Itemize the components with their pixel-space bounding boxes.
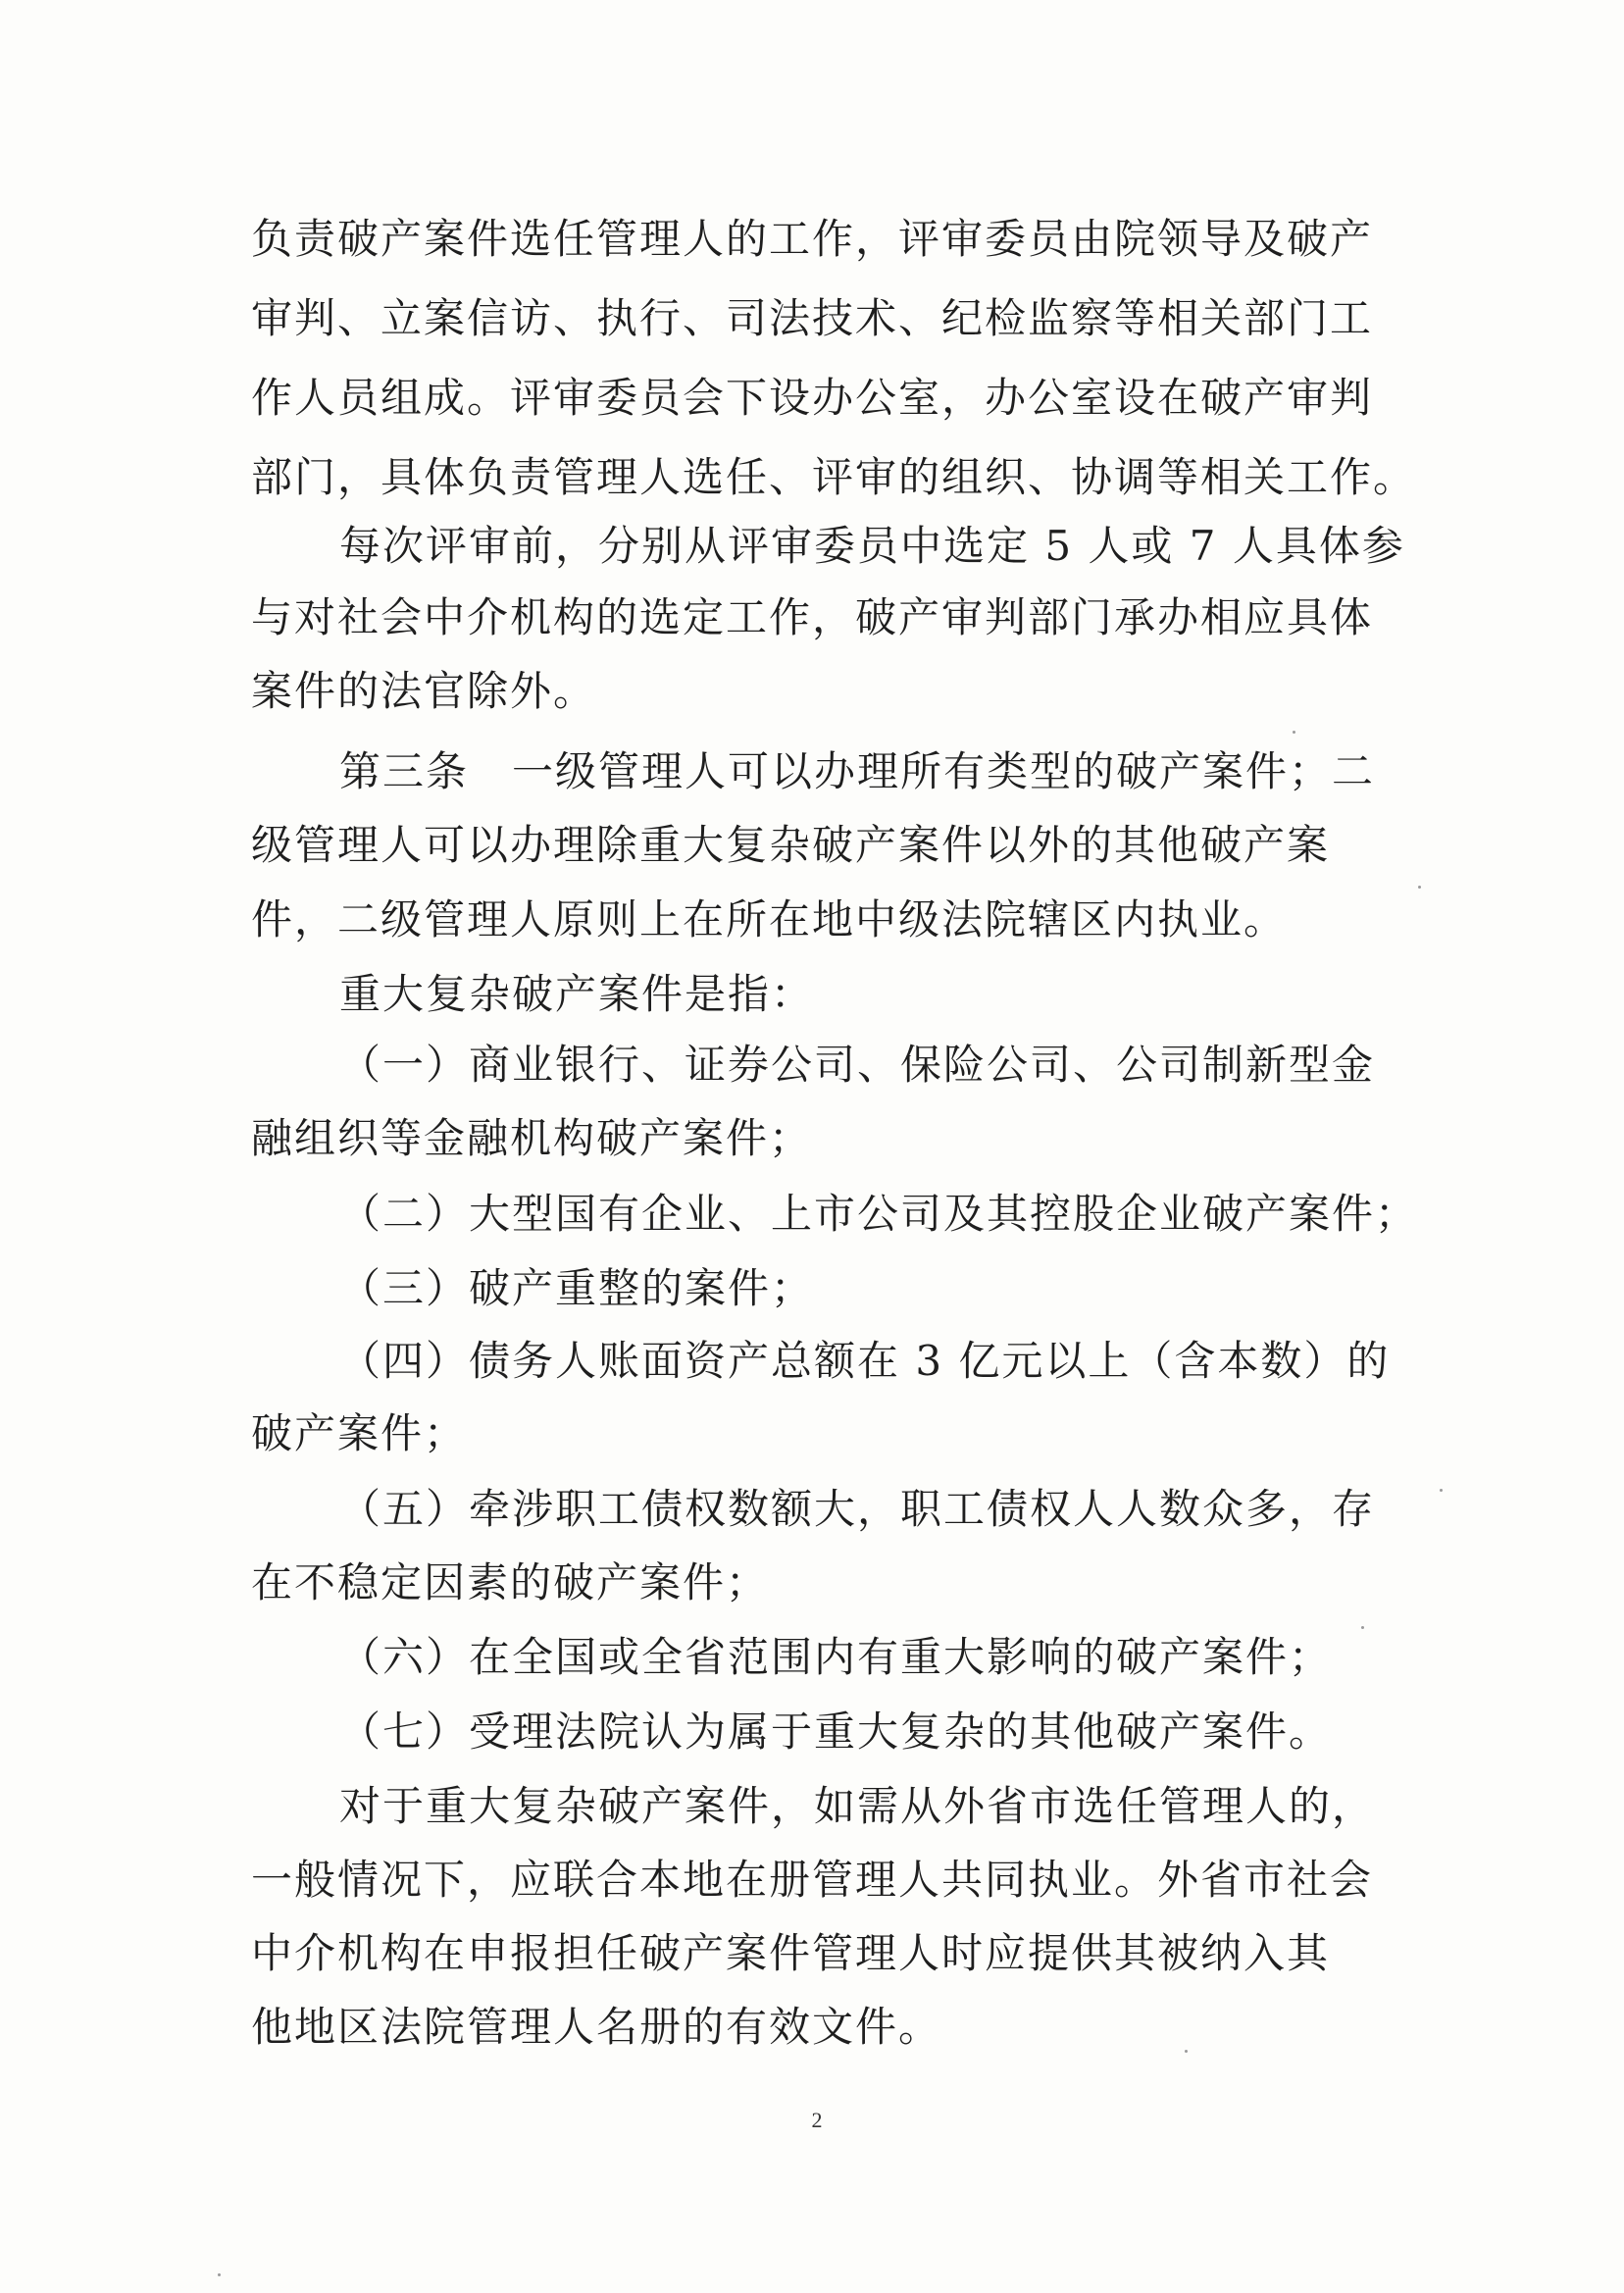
- text-line: 审判、立案信访、执行、司法技术、纪检监察等相关部门工: [251, 294, 1374, 342]
- list-item-line: （二）大型国有企业、上市公司及其控股企业破产案件；: [339, 1190, 1419, 1238]
- text-line: 每次评审前，分别从评审委员中选定 5 人或 7 人具体参: [339, 522, 1405, 570]
- text-line: 作人员组成。评审委员会下设办公室，办公室设在破产审判: [251, 374, 1374, 422]
- list-item-line: （五）牵涉职工债权数额大，职工债权人人数众多，存: [339, 1485, 1376, 1533]
- text-line: 件，二级管理人原则上在所在地中级法院辖区内执业。: [251, 895, 1288, 943]
- text-line: 与对社会中介机构的选定工作，破产审判部门承办相应具体: [251, 593, 1374, 641]
- list-item-line: （三）破产重整的案件；: [339, 1264, 815, 1312]
- text-line: 部门，具体负责管理人选任、评审的组织、协调等相关工作。: [251, 453, 1417, 501]
- list-item-line: （四）债务人账面资产总额在 3 亿元以上（含本数）的: [339, 1337, 1391, 1385]
- text-line: 他地区法院管理人名册的有效文件。: [251, 2003, 942, 2051]
- list-item-line: （七）受理法院认为属于重大复杂的其他破产案件。: [339, 1707, 1333, 1756]
- page-number: 2: [811, 2108, 823, 2132]
- text-line: 对于重大复杂破产案件，如需从外省市选任管理人的，: [339, 1782, 1376, 1830]
- text-line: 破产案件；: [251, 1409, 468, 1457]
- scan-speck: [218, 2273, 221, 2276]
- scan-speck: [1418, 886, 1421, 889]
- scan-speck: [1361, 1626, 1364, 1629]
- article-heading-line: 第三条 一级管理人可以办理所有类型的破产案件；二: [339, 747, 1376, 795]
- text-line: 一般情况下，应联合本地在册管理人共同执业。外省市社会: [251, 1856, 1374, 1904]
- text-line: 中介机构在申报担任破产案件管理人时应提供其被纳入其: [251, 1929, 1331, 1977]
- text-line: 级管理人可以办理除重大复杂破产案件以外的其他破产案: [251, 821, 1331, 869]
- scan-speck: [1185, 2050, 1188, 2053]
- list-item-line: （一）商业银行、证券公司、保险公司、公司制新型金: [339, 1041, 1376, 1089]
- text-line: 负责破产案件选任管理人的工作，评审委员由院领导及破产: [251, 215, 1374, 263]
- text-line: 案件的法官除外。: [251, 667, 597, 715]
- list-item-line: （六）在全国或全省范围内有重大影响的破产案件；: [339, 1633, 1333, 1681]
- scan-speck: [1293, 731, 1295, 734]
- text-line: 在不稳定因素的破产案件；: [251, 1558, 770, 1606]
- text-line: 重大复杂破产案件是指：: [339, 970, 815, 1018]
- text-line: 融组织等金融机构破产案件；: [251, 1114, 813, 1162]
- scan-speck: [1440, 1489, 1443, 1492]
